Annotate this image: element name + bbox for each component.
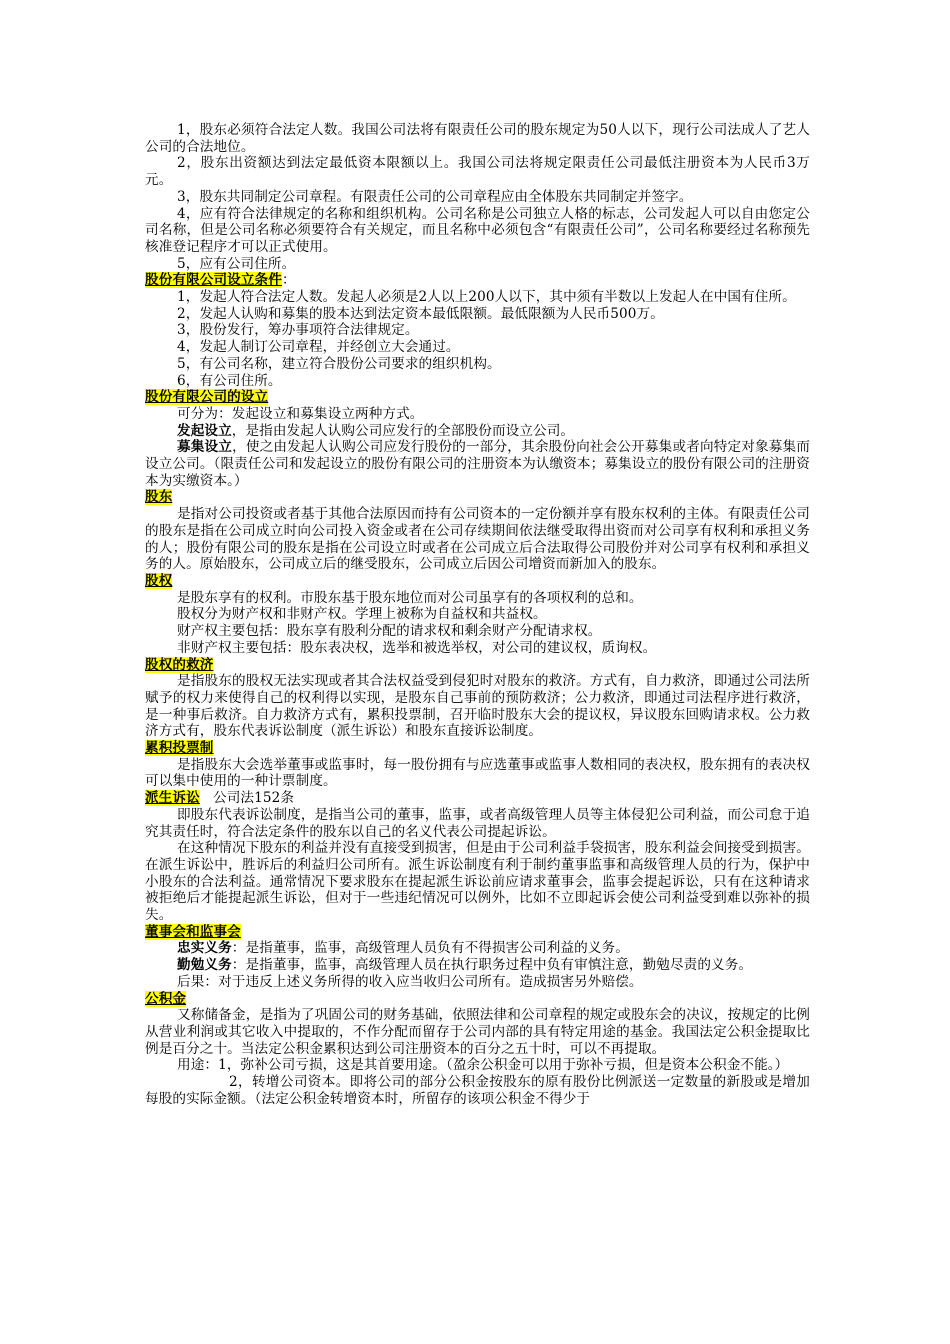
section-heading: [145, 740, 810, 757]
section-heading: [145, 489, 810, 506]
term-text: ，是指由发起人认购公司应发行的全部股份而设立公司。: [231, 422, 575, 439]
heading-colon: ：: [281, 272, 296, 289]
section-heading: [145, 991, 810, 1008]
paragraph: 财产权主要包括：股东享有股利分配的请求权和剩余财产分配请求权。: [177, 623, 602, 640]
paragraph: 股权分为财产权和非财产权。学理上被称为自益权和共益权。: [177, 606, 547, 623]
heading-gongjijin: 公积金: [145, 990, 187, 1007]
paragraph: 4，发起人制订公司章程，并经创立大会通过。: [177, 339, 460, 356]
section-heading: [145, 657, 810, 674]
term-bold: 勤勉义务: [177, 957, 232, 974]
paragraph: 可分为：发起设立和募集设立两种方式。: [177, 405, 424, 422]
document-page: [145, 122, 810, 1107]
heading-dongshihui: 董事会和监事会: [145, 923, 241, 940]
heading-gf-setup: 股份有限公司的设立: [145, 389, 269, 406]
paragraph: 是指股东大会选举董事或监事时，每一股份拥有与应选董事或监事人数相同的表决权，股东拥有的表决权可以集中使用的一种计票制度。: [145, 756, 810, 790]
paragraph: 是股东享有的权利。市股东基于股东地位而对公司虽享有的各项权利的总和。: [177, 589, 643, 606]
paragraph: 即股东代表诉讼制度，是指当公司的董事，监事，或者高级管理人员等主体侵犯公司利益，而公司怠于追究其责任时，符合法定条件的股东以自己的名义代表公司提起诉讼。: [145, 806, 810, 840]
term-text: ，使之由发起人认购公司应发行股份的一部分，其余股份向社会公开募集或者向特定对象募集而设立公司。（限责任公司和发起设立的股份有限公司的注册资本为认缴资本；募集设立的股份有限公司的注册资本为实缴资本。）: [145, 439, 811, 489]
paragraph: 是指股东的股权无法实现或者其合法权益受到侵犯时对股东的救济。方式有，自力救济，即通过公司法所赋予的权力来使得自己的权利得以实现，是股东自己事前的预防救济；公力救济，即通过司法程序进行救济，是一种事后救济。自力救济方式有，累积投票制，召开临时股东大会的提议权，异议股东回购请求权。公力救济方式有，股东代表诉讼制度（派生诉讼）和股东直接诉讼制度。: [145, 673, 810, 740]
section-heading: [145, 389, 810, 406]
paragraph: [145, 940, 810, 957]
paragraph: 是指对公司投资或者基于其他合法原因而持有公司资本的一定份额并享有股东权利的主体。有限责任公司的股东是指在公司成立时向公司投入资金或者在公司存续期间依法继受取得出资而对公司享有权利和承担义务的人；股份有限公司的股东是指在公司设立时或者在公司成立后合法取得公司股份并对公司享有权利和承担义务的人。原始股东，公司成立后的继受股东，公司成立后因公司增资而新加入的股东。: [145, 506, 810, 573]
section-heading: [145, 790, 810, 807]
paragraph: 6，有公司住所。: [177, 372, 282, 389]
paragraph: 5，应有公司住所。: [177, 255, 296, 272]
heading-gf-conditions: 股份有限公司设立条件: [145, 272, 282, 289]
paragraph: 后果：对于违反上述义务所得的收入应当收归公司所有。造成损害另外赔偿。: [177, 973, 643, 990]
paragraph: 1，股东必须符合法定人数。我国公司法将有限责任公司的股东规定为50人以下，现行公司法成人了艺人公司的合法地位。: [145, 122, 810, 155]
paragraph: 2，转增公司资本。即将公司的部分公积金按股东的原有股份比例派送一定数量的新股或是增加每股的实际金额。（法定公积金转增资本时，所留存的该项公积金不得少于: [145, 1074, 810, 1107]
paragraph: [145, 439, 810, 489]
heading-guquan: 股权: [145, 572, 173, 589]
paragraph: 2，发起人认购和募集的股本达到法定资本最低限额。最低限额为人民币500万。: [177, 305, 664, 322]
term-bold: 募集设立: [177, 439, 233, 456]
paragraph: 在这种情况下股东的利益并没有直接受到损害，但是由于公司利益手袋损害，股东利益会间接受到损害。在派生诉讼中，胜诉后的利益归公司所有。派生诉讼制度有利于制约董事监事和高级管理人员的行为，保护中小股东的合法利益。通常情况下要求股东在提起派生诉讼前应请求董事会，监事会提起诉讼，只有在这种请求被拒绝后才能提起派生诉讼，但对于一些违纪情况可以例外，比如不立即起诉会使公司利益受到难以弥补的损失。: [145, 840, 810, 924]
paragraph: 4，应有符合法律规定的名称和组织机构。公司名称是公司独立人格的标志，公司发起人可以自由您定公司名称，但是公司名称必须要符合有关规定，而且名称中必须包含“有限责任公司”，公司名称要经过名称预先核准登记程序才可以正式使用。: [145, 205, 810, 255]
paragraph: 2，股东出资额达到法定最低资本限额以上。我国公司法将规定限责任公司最低注册资本为人民币3万元。: [145, 155, 810, 189]
paragraph: 用途：1，弥补公司亏损，这是其首要用途。（盈余公积金可以用于弥补亏损，但是资本公积金不能。）: [177, 1057, 789, 1074]
heading-paisheng-susong: 派生诉讼: [145, 790, 200, 807]
paragraph: [145, 957, 810, 974]
paragraph: 又称储备金，是指为了巩固公司的财务基础，依照法律和公司章程的规定或股东会的决议，按规定的比例从营业利润或其它收入中提取的，不作分配而留存于公司内部的具有特定用途的基金。我国法定公积金提取比例是百分之十。当法定公积金累积达到公司注册资本的百分之五十时，可以不再提取。: [145, 1007, 810, 1057]
paragraph: 1，发起人符合法定人数。发起人必须是2人以上200人以下，其中须有半数以上发起人在中国有住所。: [177, 289, 796, 306]
section-heading: [145, 924, 810, 941]
paragraph: 5，有公司名称，建立符合股份公司要求的组织机构。: [177, 355, 501, 372]
heading-leiji-toupiao: 累积投票制: [145, 740, 214, 757]
term-bold: 发起设立: [177, 422, 232, 439]
paragraph: 3，股份发行，筹办事项符合法律规定。: [177, 322, 419, 339]
section-heading: [145, 573, 810, 590]
paragraph: 非财产权主要包括：股东表决权，选举和被选举权，对公司的建议权，质询权。: [177, 639, 657, 656]
heading-guquan-jiuji: 股权的救济: [145, 656, 214, 673]
paragraph: 3，股东共同制定公司章程。有限责任公司的公司章程应由全体股东共同制定并签字。: [177, 188, 693, 205]
section-heading: [145, 272, 810, 289]
term-text: ：是指董事，监事，高级管理人员在执行职务过程中负有审慎注意，勤勉尽责的义务。: [231, 957, 753, 974]
heading-gudong: 股东: [145, 489, 173, 506]
term-bold: 忠实义务: [177, 940, 232, 957]
law-reference: 公司法152条: [213, 790, 295, 807]
term-text: ：是指董事，监事，高级管理人员负有不得损害公司利益的义务。: [231, 940, 629, 957]
paragraph: [145, 423, 810, 440]
